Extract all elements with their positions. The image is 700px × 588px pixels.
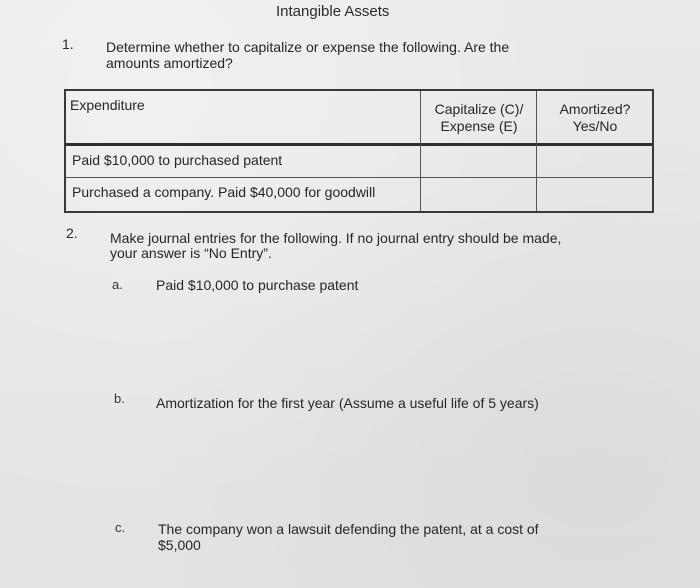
question-1-text-line-1: Determine whether to capitalize or expense the following. Are the: [106, 39, 510, 55]
table-row-divider: [66, 177, 652, 178]
header-amortized: [538, 101, 652, 135]
item-b-letter: b.: [114, 391, 125, 406]
header-amortized-line-1: Amortized?: [559, 101, 631, 117]
question-2-text-line-2: your answer is “No Entry”.: [110, 245, 272, 261]
item-b-text: Amortization for the first year (Assume a useful life of 5 years): [156, 395, 539, 411]
capitalize-expense-table: [64, 89, 654, 213]
table-row-1-capitalize-cell[interactable]: [423, 152, 533, 172]
item-c-text-line-2: $5,000: [158, 537, 201, 553]
question-2-number: 2.: [66, 225, 78, 241]
item-c-letter: c.: [115, 520, 126, 535]
item-a-letter: a.: [112, 277, 123, 292]
table-row-1-amortized-cell[interactable]: [539, 152, 649, 172]
question-1-text-line-2: amounts amortized?: [106, 55, 233, 71]
header-amortized-line-2: Yes/No: [572, 118, 618, 134]
header-expenditure: Expenditure: [70, 97, 145, 113]
table-row-1-expenditure: Paid $10,000 to purchased patent: [72, 152, 283, 168]
question-2-text-line-1: Make journal entries for the following. If no journal entry should be made,: [110, 230, 562, 246]
header-capitalize-line-1: Capitalize (C)/: [434, 101, 524, 117]
question-1-number: 1.: [62, 36, 74, 52]
item-c-text-line-1: The company won a lawsuit defending the patent, at a cost of: [158, 521, 539, 537]
header-capitalize-line-2: Expense (E): [440, 118, 518, 134]
table-row-2-expenditure: Purchased a company. Paid $40,000 for goodwill: [72, 184, 376, 200]
table-column-divider-1: [420, 91, 421, 211]
header-capitalize-expense: [422, 101, 536, 135]
table-header-divider: [66, 143, 652, 146]
item-a-text: Paid $10,000 to purchase patent: [156, 277, 359, 293]
page-title: Intangible Assets: [276, 3, 390, 20]
table-row-2-amortized-cell[interactable]: [539, 184, 649, 204]
table-column-divider-2: [536, 91, 537, 211]
table-row-2-capitalize-cell[interactable]: [423, 184, 533, 204]
